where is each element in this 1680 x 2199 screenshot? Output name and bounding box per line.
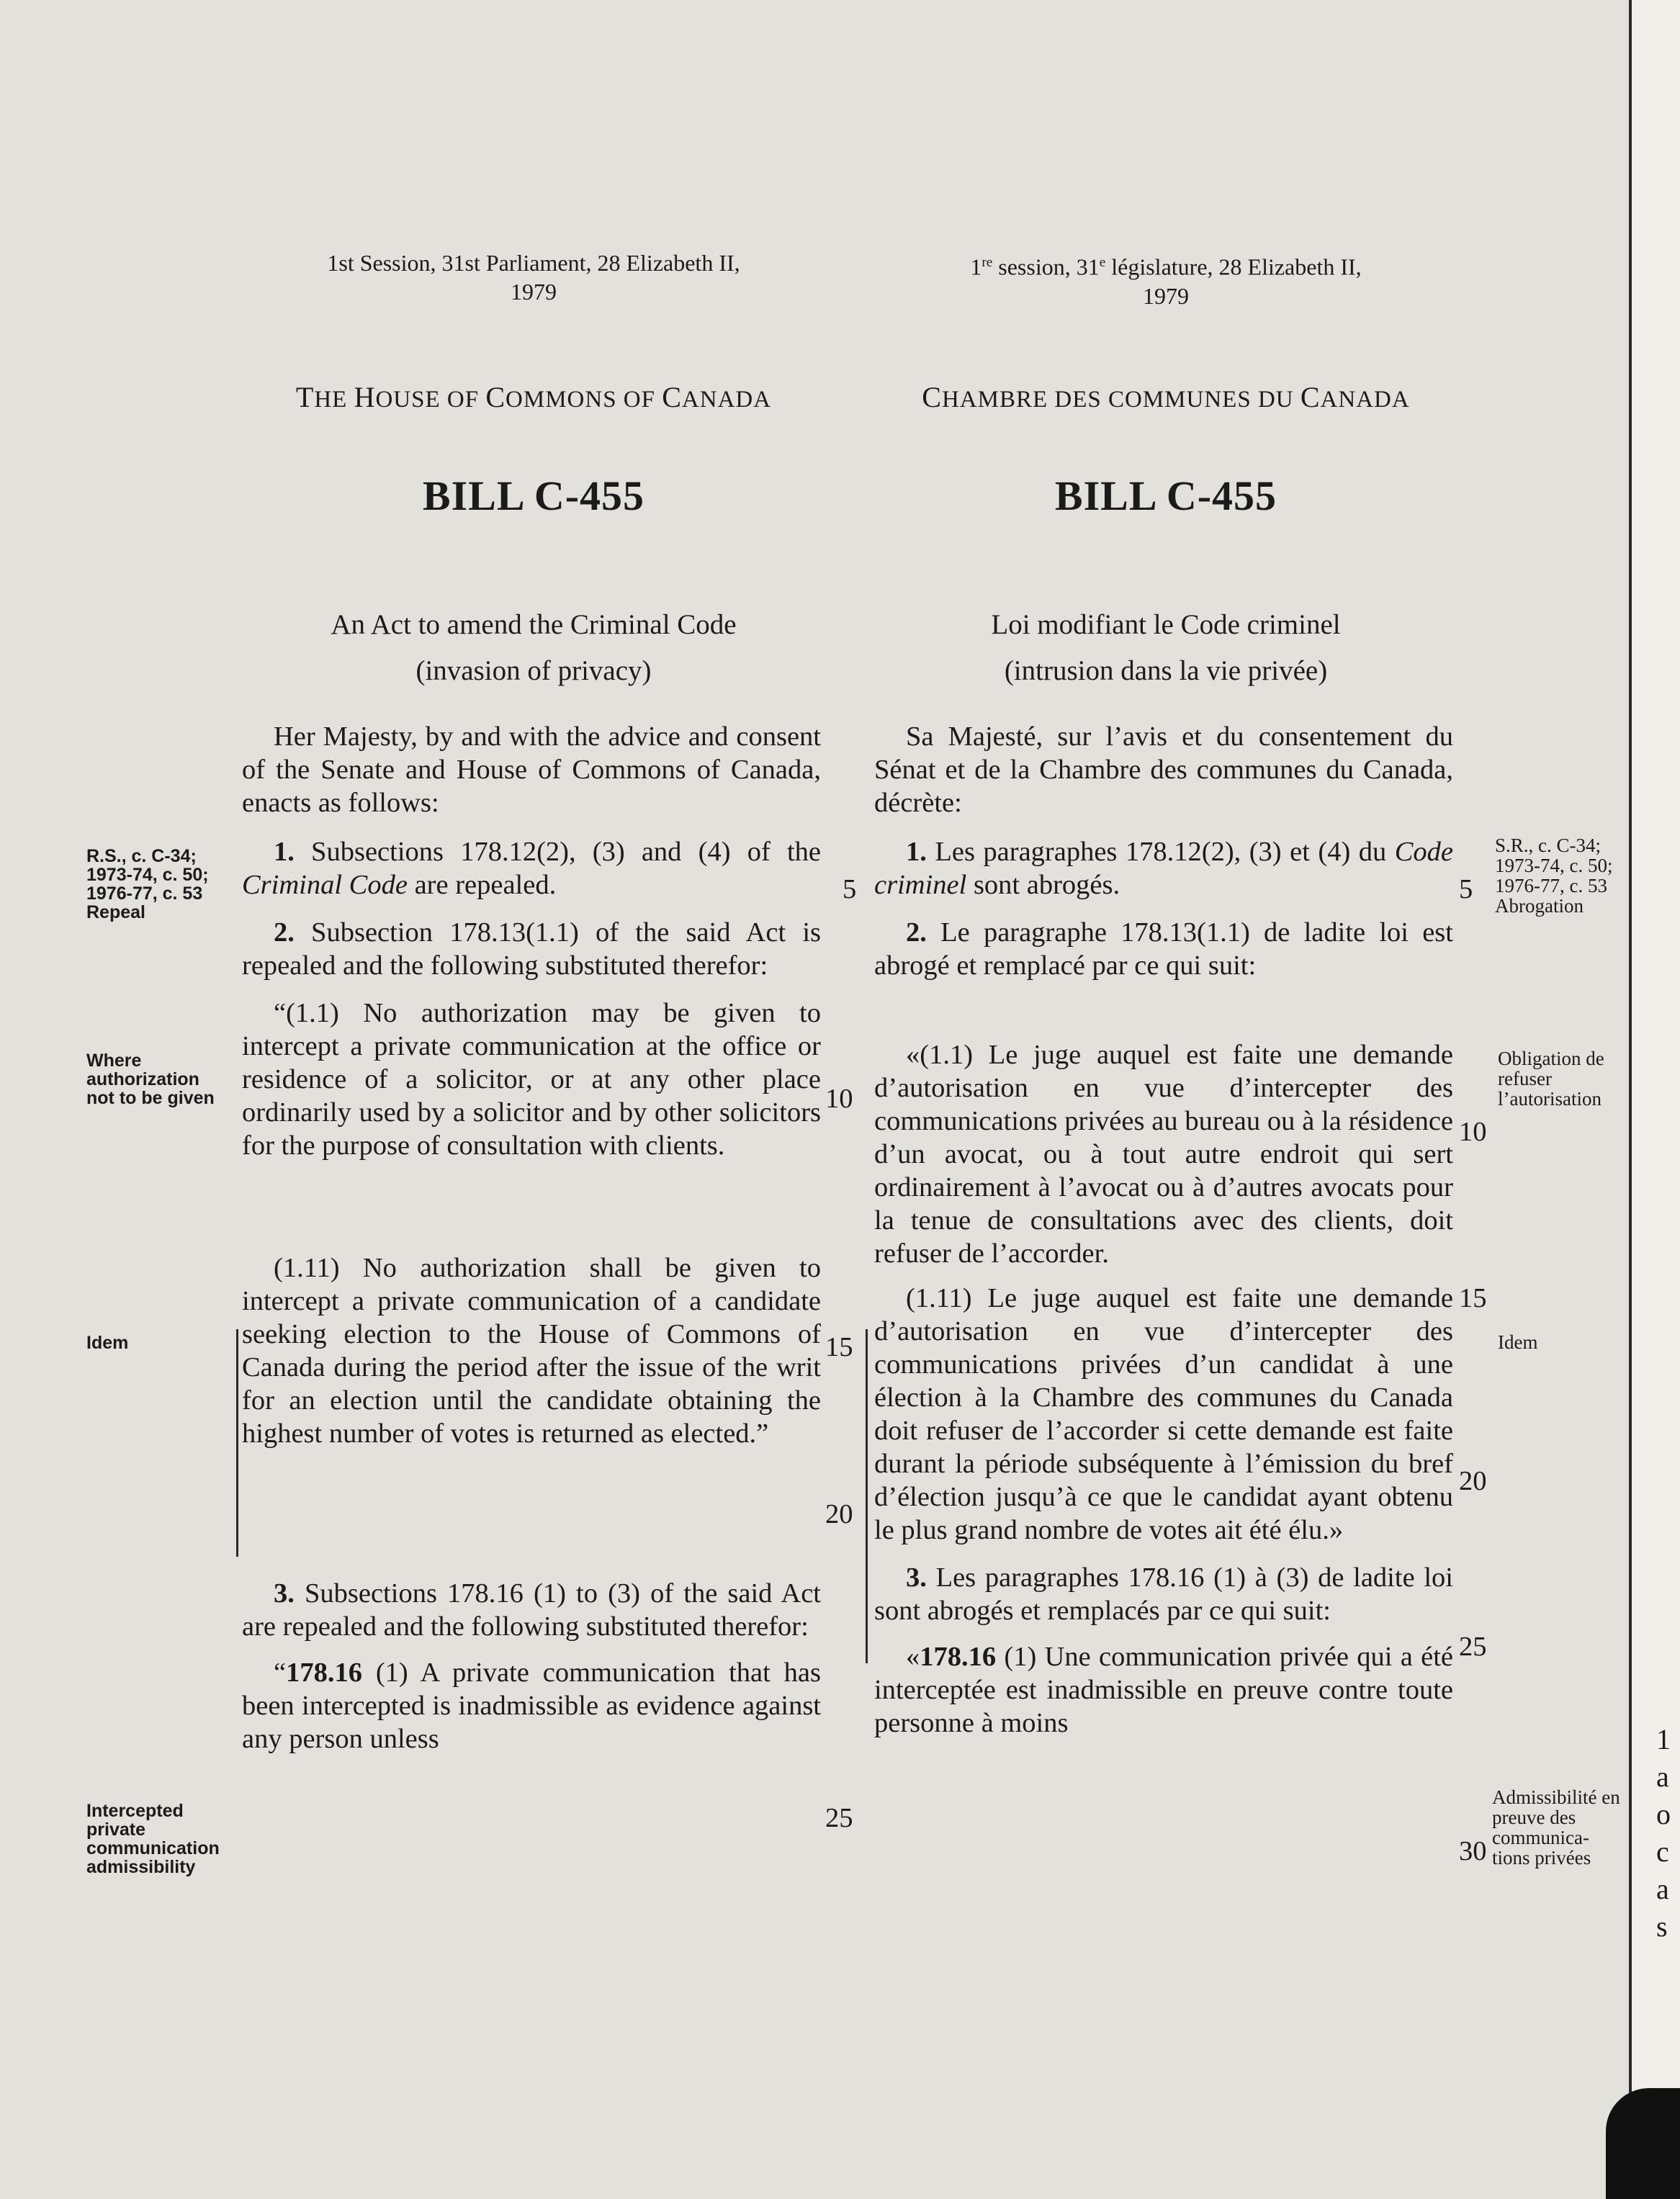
en-margin-statute-ref [86,847,223,922]
fr-margin-obligation [1498,1048,1627,1109]
en-bill-title [242,602,825,694]
fr-bill-title-line2: (intrusion dans la vie privée) [1004,655,1328,686]
en-margin-idem: Idem [86,1333,129,1353]
fr-section-2: 2. Le paragraphe 178.13(1.1) de ladite loi est abrogé et remplacé par ce qui suit: [874,917,1453,981]
fr-session-line: 1re session, 31e législature, 28 Elizabeth II, [970,253,1362,280]
en-session-line: 1st Session, 31st Parliament, 28 Elizabeth II, [327,250,740,276]
fr-line-number: 15 [1459,1283,1487,1313]
fr-line-number: 10 [1459,1117,1487,1147]
fr-line-number: 25 [1459,1632,1487,1662]
fr-margin-ref-line: 1973-74, c. 50; [1495,855,1613,876]
en-section-1: 1. Subsections 178.12(2), (3) and (4) of the Criminal Code are repealed. [242,837,821,900]
fr-margin-admissibility [1492,1787,1626,1868]
en-margin-line: authorization [86,1069,199,1089]
en-margin-ref-line: 1973-74, c. 50; [86,865,209,885]
en-margin-line: Where [86,1051,142,1071]
fr-margin-line: Admissibilité en [1492,1786,1620,1808]
en-session-header [242,248,825,306]
fr-margin-line: l’autorisation [1498,1088,1602,1110]
next-page-text-fragments [1656,1721,1680,1946]
en-section-2-1-11: (1.11) No authorization shall be given to intercept a private communication of a candidate seeking election to the House of Commons of Canada during the period after the issue of the writ for an election until the candidate obtaining the highest number of votes is returned as elected.” [242,1253,821,1449]
en-margin-line: Intercepted [86,1801,184,1821]
fr-enacting-clause: Sa Majesté, sur l’avis et du consentement du Sénat et de la Chambre des communes du Canada, décrète: [874,721,1453,818]
en-section-3-quote: “178.16 (1) A private communication that has been intercepted is inadmissible as evidence against any person unless [242,1658,821,1754]
fr-margin-line: preuve des [1492,1807,1576,1828]
fr-body [874,720,1453,1740]
fr-section-3-quote: «178.16 (1) Une communication privée qui a été interceptée est inadmissible en preuve contre toute personne à moins [874,1642,1453,1738]
en-house-heading: THE HOUSE OF COMMONS OF CANADA [295,381,772,413]
en-amendment-bar [236,1329,238,1557]
fr-section-1: 1. Les paragraphes 178.12(2), (3) et (4) du Code criminel sont abrogés. [874,837,1453,900]
fr-line-number: 5 [1459,874,1473,904]
fr-line-number: 20 [1459,1466,1487,1496]
en-margin-line: admissibility [86,1857,196,1877]
edge-fragment: a [1656,1760,1669,1793]
en-margin-repeal: Repeal [86,902,145,922]
en-margin-where-authorization [86,1051,223,1107]
en-line-number: 15 [825,1332,853,1362]
fr-margin-ref-line: S.R., c. C-34; [1495,835,1602,856]
fr-section-2-quote: «(1.1) Le juge auquel est faite une demande d’autorisation en vue d’intercepter des communications privées au bureau ou à la résidence d’un avocat, ou à tout autre endroit qui sert ordinairement à l’avocat ou à d’autres avocats pour la tenue de consultations avec des clients, doit refuser de l’accorder. [874,1040,1453,1269]
en-enacting-clause: Her Majesty, by and with the advice and consent of the Senate and House of Commons of Canada, enacts as follows: [242,721,821,818]
fr-margin-line: tions privées [1492,1847,1591,1869]
fr-section-3: 3. Les paragraphes 178.16 (1) à (3) de ladite loi sont abrogés et remplacés par ce qui suit: [874,1562,1453,1626]
en-line-number: 10 [825,1084,853,1114]
en-session-year: 1979 [511,279,557,305]
edge-fragment: c [1656,1835,1669,1868]
fr-margin-ref-line: 1976-77, c. 53 [1495,875,1607,896]
fr-session-header [874,248,1457,310]
en-margin-line: not to be given [86,1088,215,1108]
en-section-3: 3. Subsections 178.16 (1) to (3) of the said Act are repealed and the following substituted therefor: [242,1578,821,1642]
en-margin-intercepted [86,1802,230,1876]
en-bill-title-line1: An Act to amend the Criminal Code [331,609,737,640]
en-bill-number: BILL C-455 [422,472,645,519]
en-line-number: 20 [825,1499,853,1529]
fr-bill-title [874,602,1457,694]
edge-fragment: a [1656,1873,1669,1905]
binding-shadow [1606,2088,1680,2199]
edge-fragment: o [1656,1798,1671,1830]
en-line-number: 5 [843,874,857,904]
en-line-number: 25 [825,1803,853,1833]
en-margin-line: communication [86,1838,220,1858]
en-margin-line: private [86,1820,145,1840]
en-body [242,720,821,1755]
en-section-2: 2. Subsection 178.13(1.1) of the said Act is repealed and the following substituted therefor: [242,917,821,981]
fr-margin-line: communica- [1492,1827,1589,1848]
fr-margin-abrogation: Abrogation [1495,895,1584,917]
en-margin-ref-line: R.S., c. C-34; [86,846,197,866]
en-section-2-quote: “(1.1) No authorization may be given to intercept a private communication at the office or residence of a solicitor, or at any other place ordinarily used by a solicitor and by other solicitors for the purpose of consultation with clients. [242,998,821,1161]
fr-house-heading: CHAMBRE DES COMMUNES DU CANADA [922,381,1410,413]
fr-margin-idem: Idem [1498,1331,1538,1353]
en-bill-title-line2: (invasion of privacy) [415,655,652,686]
en-margin-ref-line: 1976-77, c. 53 [86,883,203,904]
fr-line-number: 30 [1459,1836,1487,1866]
edge-fragment: 1 [1656,1723,1671,1755]
fr-session-year: 1979 [1143,282,1189,309]
edge-fragment: s [1656,1910,1668,1943]
fr-bill-number: BILL C-455 [1054,472,1277,519]
fr-bill-title-line1: Loi modifiant le Code criminel [991,609,1341,640]
fr-section-2-1-11: (1.11) Le juge auquel est faite une demande d’autorisation en vue d’intercepter des communications privées d’un candidat à une élection à la Chambre des communes du Canada doit refuser de l’accorder si cette demande est faite durant la période subséquente à l’émission du bref d’élection jusqu’à ce que le candidat ayant obtenu le plus grand nombre de votes ait été élu.» [874,1283,1453,1545]
fr-amendment-bar [866,1329,868,1663]
fr-margin-line: refuser [1498,1068,1552,1089]
fr-margin-line: Obligation de [1498,1048,1604,1069]
fr-margin-statute-ref [1495,835,1625,916]
